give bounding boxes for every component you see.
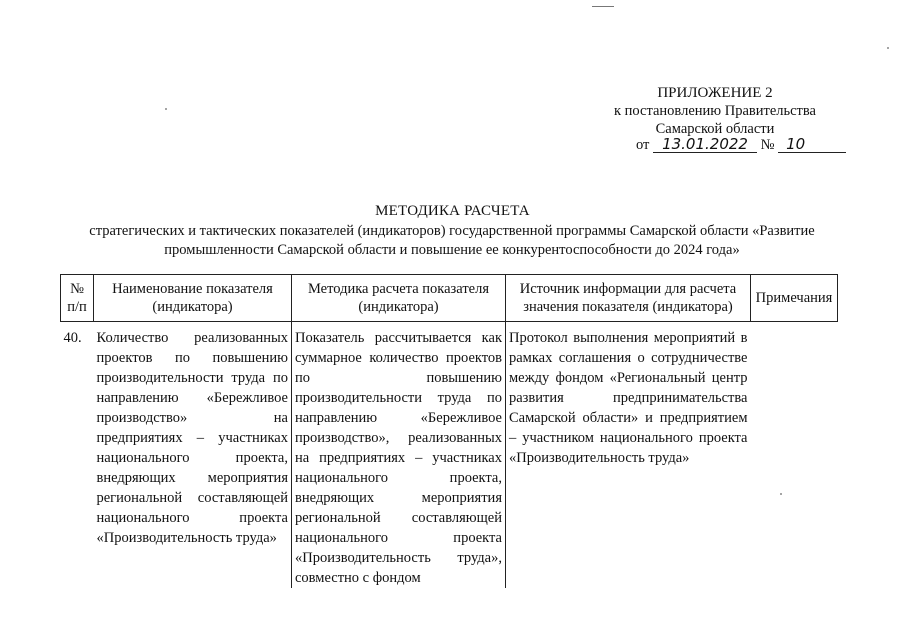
scan-mark (592, 6, 614, 7)
from-label: от (636, 137, 650, 153)
appendix-title: ПРИЛОЖЕНИЕ 2 (657, 85, 773, 101)
decree-date: 13.01.2022 (653, 136, 757, 153)
indicators-table (60, 274, 838, 588)
header-indicator-name: Наименование показателя (индикатора) (94, 275, 292, 322)
header-method: Методика расчета показателя (индикатора) (292, 275, 506, 322)
table-row (61, 322, 838, 589)
appendix-block (585, 84, 845, 138)
row-source: Протокол выполнения мероприятий в рамках соглашения о сотрудничестве между фондом «Региональный центр развития предпринимательства Самарской области» и предприятием – участником национального проекта «Производительность труда» (509, 330, 748, 466)
header-number: № п/п (61, 275, 94, 322)
number-label: № (760, 137, 775, 153)
scan-speck (165, 108, 167, 110)
decree-line (636, 136, 846, 154)
scan-speck (887, 47, 889, 49)
decree-number: 10 (778, 136, 846, 153)
header-source: Источник информации для расчета значения показателя (индикатора) (506, 275, 751, 322)
row-indicator-name: Количество реализованных проектов по повышению производительности труда по направлению «Бережливое производство» на предприятиях – участниках национального проекта, внедряющих мероприятия региональной составляющей национального проекта «Производительность труда» (94, 322, 292, 589)
table-header-row (61, 275, 838, 322)
appendix-line-2: Самарской области (655, 121, 775, 137)
document-title: МЕТОДИКА РАСЧЕТА (375, 203, 530, 219)
row-method: Показатель рассчитывается как суммарное количество проектов по повышению производительности труда по направлению «Бережливое производство», реализованных на предприятиях – участниках национального проекта, внедряющих мероприятия региональной составляющей национального проекта «Производительность труда», совместно с фондом (292, 322, 506, 589)
row-number: 40. (63, 330, 82, 346)
appendix-line-1: к постановлению Правительства (614, 103, 816, 119)
header-notes: Примечания (751, 275, 838, 322)
row-notes (751, 322, 838, 589)
document-subtitle: стратегических и тактических показателей (индикаторов) государственной программы Самарской области «Развитие промышленности Самарской области и повышение ее конкурентоспособности до 2024 года» (89, 223, 815, 258)
